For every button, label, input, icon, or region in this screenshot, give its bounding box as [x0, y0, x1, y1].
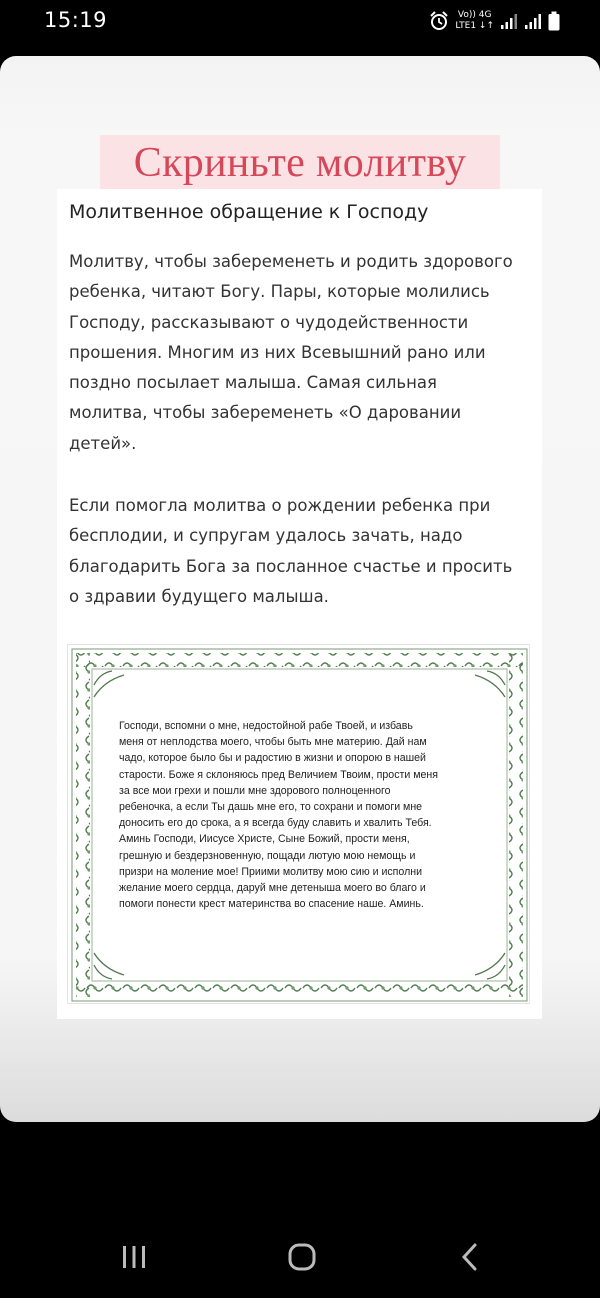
paragraph-line: о здравии будущего малыша. — [69, 586, 329, 606]
paragraph-line: Господу, рассказывают о чудодейственности — [69, 312, 469, 332]
article-paragraph-2 — [69, 491, 539, 612]
paragraph-line: Если помогла молитва о рождении ребенка при — [69, 496, 491, 515]
paragraph-line: Молитву, чтобы забеременеть и родить здорового — [69, 252, 513, 271]
network-bottom-label: LTE1 ↓↑ — [455, 21, 494, 31]
alarm-icon — [429, 11, 449, 31]
content-card[interactable] — [0, 56, 600, 1122]
prayer-line: ребеночка, а если Ты дашь мне его, то сохрани и помоги мне — [119, 801, 423, 814]
prayer-line: доносить его до срока, а я всегда буду славить и хвалить Тебя. — [119, 817, 432, 830]
prayer-line: желание моего сердца, даруй мне детеныша моего во благо и — [119, 882, 426, 895]
prayer-line: грешную и бездерзновенную, пощади лютую мою немощь и — [119, 849, 416, 862]
article-title: Молитвенное обращение к Господу — [69, 201, 429, 223]
recents-button[interactable] — [104, 1236, 164, 1282]
paragraph-line: молитва, чтобы забеременеть «О даровании — [69, 403, 462, 423]
prayer-text — [119, 718, 489, 912]
home-icon — [287, 1243, 317, 1276]
signal-icon-2 — [524, 12, 542, 30]
banner-text: Скриньте молитву — [133, 140, 467, 186]
navigation-bar — [0, 1218, 600, 1298]
paragraph-line: бесплодии, и супругам удалось зачать, надо — [69, 526, 463, 546]
status-icons — [429, 10, 560, 32]
network-top-label: Vo)) 4G — [457, 10, 492, 20]
back-icon — [459, 1243, 481, 1276]
prayer-line: чадо, которое было бы и радостию в жизни и опорою в нашей — [119, 752, 426, 765]
paragraph-line: детей». — [69, 433, 137, 453]
paragraph-line: поздно посылает малыша. Самая сильная — [69, 373, 437, 393]
battery-icon — [548, 11, 560, 31]
signal-icon — [500, 12, 518, 30]
recents-icon — [120, 1244, 148, 1275]
paragraph-line: прошения. Многим из них Всевышний рано или — [69, 342, 486, 362]
prayer-line: помоги понести крест материнства во спасение наше. Аминь. — [119, 898, 424, 911]
prayer-line: за все мои грехи и пошли мне здорового полноценного — [119, 784, 391, 797]
banner — [100, 135, 500, 191]
prayer-line: старости. Боже я склоняюсь пред Величием Твоим, прости меня — [119, 768, 438, 781]
article — [57, 189, 542, 1019]
prayer-line: Аминь Господи, Иисусе Христе, Сыне Божий, прости меня, — [119, 833, 410, 846]
status-time: 15:19 — [44, 8, 108, 32]
home-button[interactable] — [272, 1236, 332, 1282]
prayer-image — [67, 644, 530, 1004]
network-type — [455, 11, 494, 31]
paragraph-line: благодарить Бога за посланное счастье и просить — [69, 556, 513, 576]
prayer-line: призри на моление мое! Приими молитву мою сию и исполни — [119, 865, 423, 878]
prayer-line: меня от неплодства моего, чтобы быть мне материю. Дай нам — [119, 736, 427, 749]
status-bar — [0, 0, 600, 44]
prayer-line: Господи, вспомни о мне, недостойной рабе Твоей, и избавь — [119, 720, 413, 732]
paragraph-line: ребенка, читают Богу. Пары, которые молились — [69, 282, 490, 302]
back-button[interactable] — [440, 1236, 500, 1282]
article-paragraph-1 — [69, 247, 539, 459]
